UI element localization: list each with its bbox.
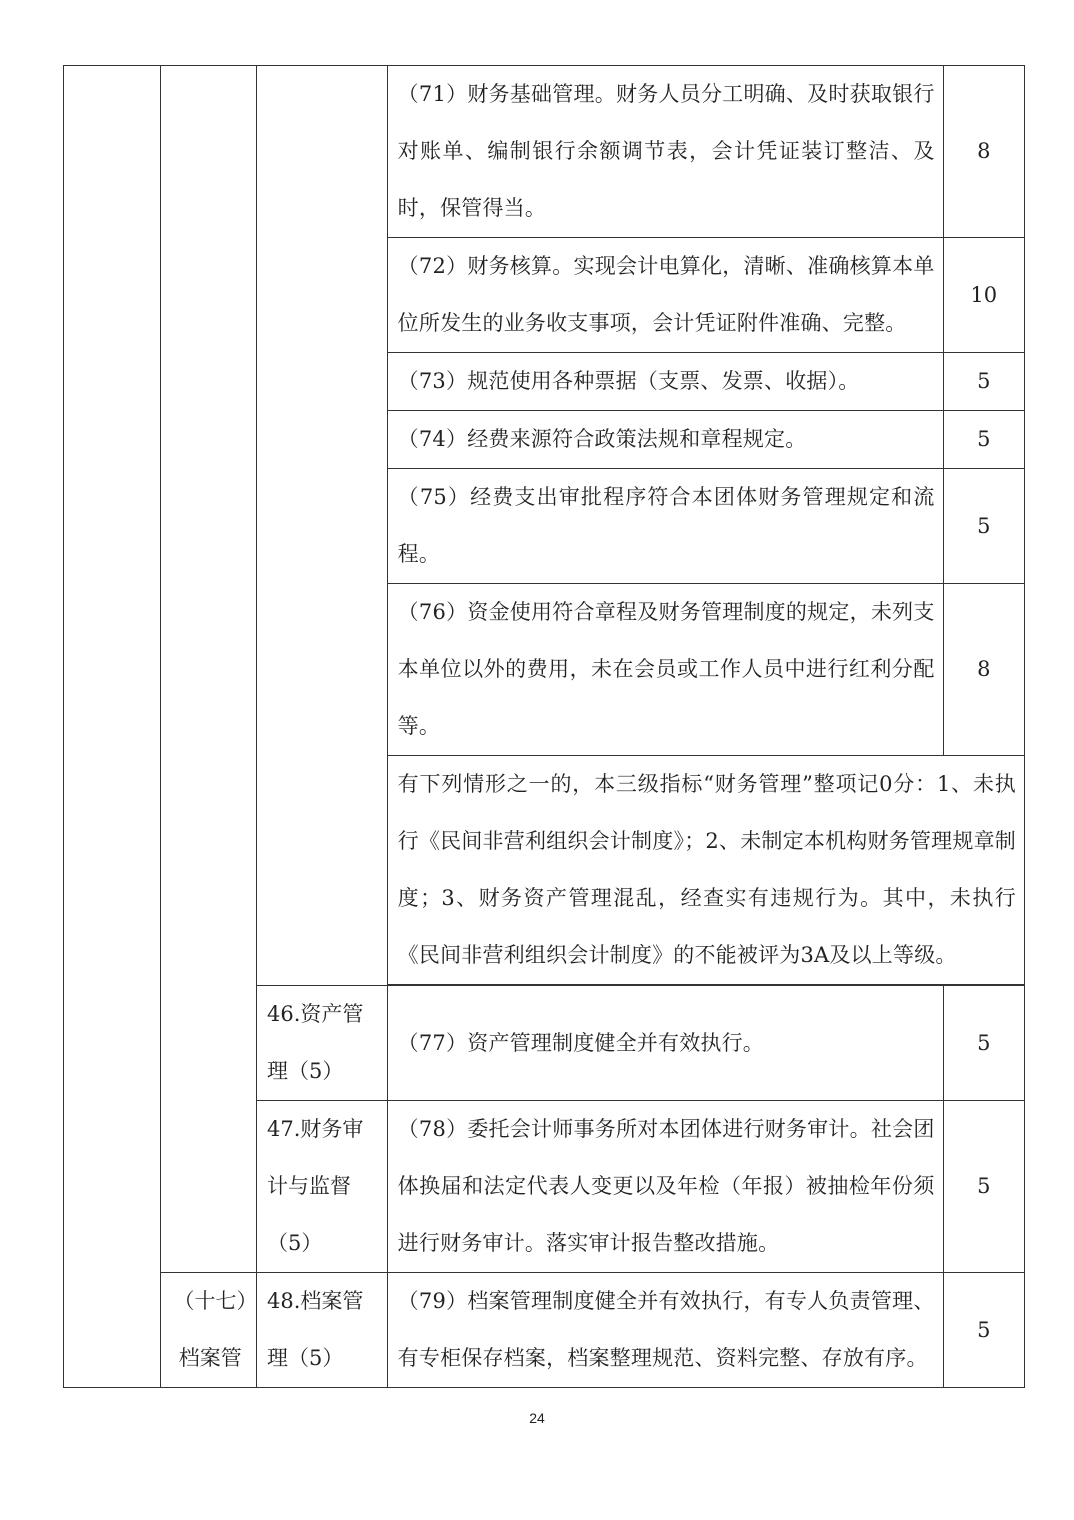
rule-note: 有下列情形之一的，本三级指标“财务管理”整项记0分：1、未执行《民间非营利组织会计制度》；2、未制定本机构财务管理规章制度；3、财务资产管理混乱，经查实有违规行为。其中，未执行《民间非营利组织会计制度》的不能被评为3A及以上等级。 (387, 756, 1024, 985)
second-level-cell (160, 66, 257, 1273)
score-value: 8 (943, 584, 1024, 756)
item-48-label: 48.档案管理（5） (257, 1273, 388, 1388)
score-value: 5 (943, 353, 1024, 411)
score-value: 8 (943, 66, 1024, 238)
first-level-cell (64, 66, 161, 1388)
criterion-text: （79）档案管理制度健全并有效执行，有专人负责管理、有专柜保存档案，档案整理规范、资料完整、存放有序。 (387, 1273, 943, 1388)
third-level-cell (257, 66, 388, 986)
score-value: 5 (943, 1273, 1024, 1388)
section-17-label: （十七）档案管 (160, 1273, 257, 1388)
score-value: 10 (943, 238, 1024, 353)
item-46-label: 46.资产管理（5） (257, 986, 388, 1101)
criterion-text: （76）资金使用符合章程及财务管理制度的规定，未列支本单位以外的费用，未在会员或工作人员中进行红利分配等。 (387, 584, 943, 756)
evaluation-table (63, 65, 1025, 1388)
criterion-text: （74）经费来源符合政策法规和章程规定。 (387, 411, 943, 469)
score-value: 5 (943, 1101, 1024, 1273)
table-row (64, 66, 1025, 238)
criterion-text: （77）资产管理制度健全并有效执行。 (387, 986, 943, 1101)
criterion-text: （72）财务核算。实现会计电算化，清晰、准确核算本单位所发生的业务收支事项，会计凭证附件准确、完整。 (387, 238, 943, 353)
criterion-text: （75）经费支出审批程序符合本团体财务管理规定和流程。 (387, 469, 943, 584)
page-number: 24 (529, 1410, 545, 1426)
criterion-text: （71）财务基础管理。财务人员分工明确、及时获取银行对账单、编制银行余额调节表，会计凭证装订整洁、及时，保管得当。 (387, 66, 943, 238)
score-value: 5 (943, 411, 1024, 469)
score-value: 5 (943, 986, 1024, 1101)
item-47-label: 47.财务审计与监督（5） (257, 1101, 388, 1273)
criterion-text: （73）规范使用各种票据（支票、发票、收据）。 (387, 353, 943, 411)
table-row (64, 1273, 1025, 1388)
criterion-text: （78）委托会计师事务所对本团体进行财务审计。社会团体换届和法定代表人变更以及年检（年报）被抽检年份须进行财务审计。落实审计报告整改措施。 (387, 1101, 943, 1273)
score-value: 5 (943, 469, 1024, 584)
